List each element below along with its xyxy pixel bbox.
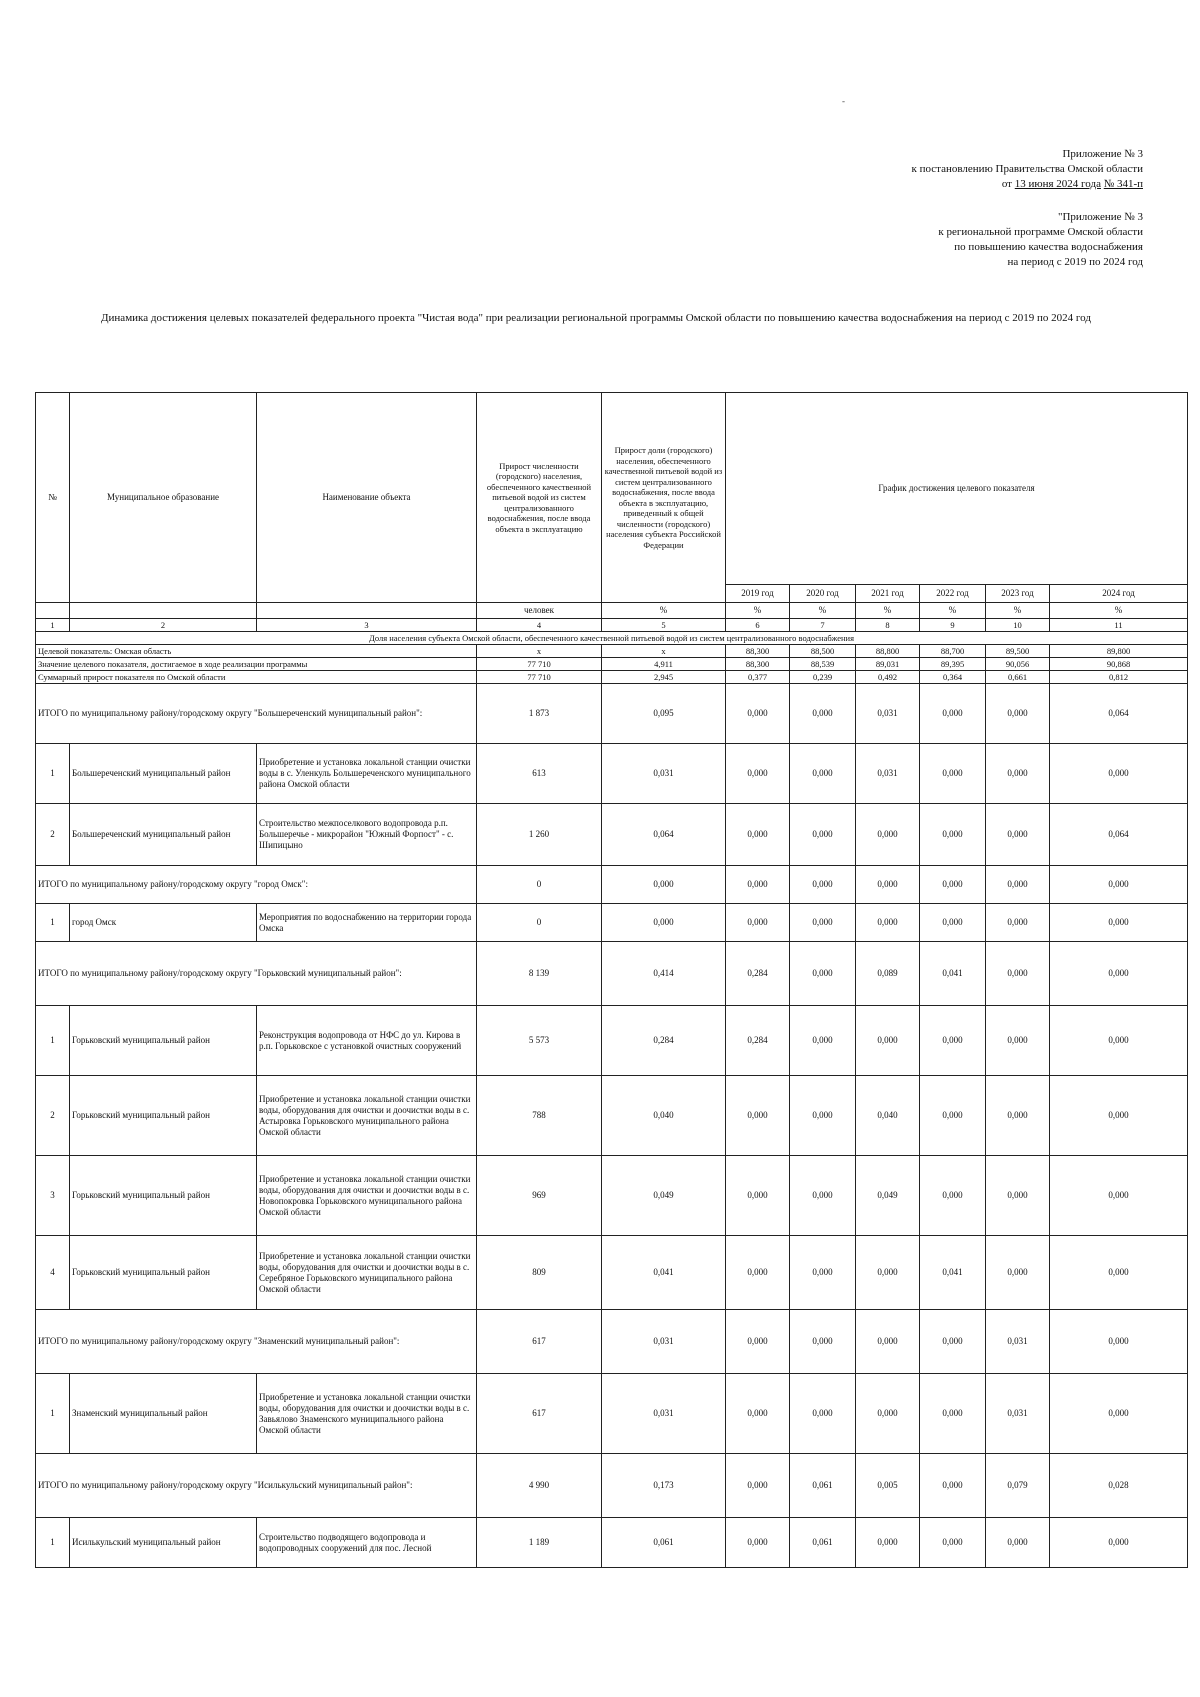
summary-label: Целевой показатель: Омская область (36, 645, 477, 658)
header-object: Наименование объекта (257, 393, 477, 603)
year-value-cell: 0,000 (856, 866, 920, 904)
scan-mark: - (842, 96, 845, 106)
year-value-cell: 0,064 (1050, 804, 1188, 866)
total-row (36, 684, 1188, 744)
object-cell: Приобретение и установка локальной станции очистки воды, оборудования для очистки и доочистки воды в с. Завьялово Знаменского муниципального района Омской области (257, 1374, 477, 1454)
year-value-cell: 0,000 (726, 684, 790, 744)
year-value-cell: 0,000 (986, 1156, 1050, 1236)
program-line-2: к региональной программе Омской области (938, 226, 1143, 238)
share-growth-cell: x (602, 645, 726, 658)
total-row (36, 866, 1188, 904)
pop-growth-cell: 613 (477, 744, 602, 804)
year-value-cell: 0,812 (1050, 671, 1188, 684)
share-growth-cell: 0,041 (602, 1236, 726, 1310)
year-value-cell: 0,284 (726, 1006, 790, 1076)
year-value-cell: 0,000 (920, 1006, 986, 1076)
appendix-number: № 341-п (1103, 178, 1143, 190)
share-growth-cell: 0,173 (602, 1454, 726, 1518)
year-value-cell: 0,061 (790, 1454, 856, 1518)
appendix-date-prefix: от (1001, 178, 1012, 190)
year-value-cell: 0,000 (726, 1076, 790, 1156)
table-row (36, 1236, 1188, 1310)
object-cell: Строительство подводящего водопровода и водопроводных сооружений для пос. Лесной (257, 1518, 477, 1568)
pop-growth-cell: 1 189 (477, 1518, 602, 1568)
year-value-cell: 88,300 (726, 645, 790, 658)
object-cell: Реконструкция водопровода от НФС до ул. Кирова в р.п. Горьковское с установкой очистных сооружений (257, 1006, 477, 1076)
col-number: 9 (920, 619, 986, 632)
municipality-cell: Горьковский муниципальный район (70, 1006, 257, 1076)
total-row (36, 1310, 1188, 1374)
appendix-line-3 (912, 177, 1143, 192)
year-value-cell: 0,000 (986, 1236, 1050, 1310)
year-value-cell: 0,000 (1050, 1156, 1188, 1236)
year-value-cell: 0,000 (856, 804, 920, 866)
year-value-cell: 90,868 (1050, 658, 1188, 671)
pop-growth-cell: 0 (477, 866, 602, 904)
year-value-cell: 0,000 (986, 804, 1050, 866)
year-value-cell: 0,000 (790, 1156, 856, 1236)
share-growth-cell: 0,414 (602, 942, 726, 1006)
column-numbers-row (36, 619, 1188, 632)
municipality-cell: Горьковский муниципальный район (70, 1076, 257, 1156)
year-value-cell: 0,000 (986, 1076, 1050, 1156)
pop-growth-cell: 77 710 (477, 671, 602, 684)
year-value-cell: 0,000 (920, 1310, 986, 1374)
share-growth-cell: 0,000 (602, 904, 726, 942)
year-value-cell: 0,000 (726, 744, 790, 804)
year-value-cell: 0,000 (1050, 866, 1188, 904)
year-value-cell: 0,000 (726, 1454, 790, 1518)
pop-growth-cell: x (477, 645, 602, 658)
share-growth-cell: 0,031 (602, 1374, 726, 1454)
total-label: ИТОГО по муниципальному району/городскому округу "Горьковский муниципальный район": (36, 942, 477, 1006)
summary-label: Суммарный прирост показателя по Омской области (36, 671, 477, 684)
table-row (36, 1156, 1188, 1236)
year-value-cell: 89,500 (986, 645, 1050, 658)
pop-growth-cell: 617 (477, 1310, 602, 1374)
appendix-header (912, 147, 1143, 192)
unit-pct: % (1050, 603, 1188, 619)
document-title: Динамика достижения целевых показателей федерального проекта "Чистая вода" при реализации региональной программы Омской области по повышению качества водоснабжения на период с 2019 по 2024 год (101, 312, 1091, 324)
total-row (36, 942, 1188, 1006)
year-value-cell: 0,000 (856, 1236, 920, 1310)
year-value-cell: 0,031 (986, 1310, 1050, 1374)
year-value-cell: 0,031 (856, 684, 920, 744)
indicators-table (35, 392, 1188, 1568)
year-value-cell: 0,041 (920, 1236, 986, 1310)
year-value-cell: 88,500 (790, 645, 856, 658)
year-value-cell: 0,031 (986, 1374, 1050, 1454)
row-number: 1 (36, 1374, 70, 1454)
table-body (36, 632, 1188, 1568)
year-value-cell: 0,000 (920, 684, 986, 744)
col-number: 11 (1050, 619, 1188, 632)
year-value-cell: 0,000 (920, 1156, 986, 1236)
total-label: ИТОГО по муниципальному району/городскому округу "Знаменский муниципальный район": (36, 1310, 477, 1374)
col-number: 4 (477, 619, 602, 632)
unit-pct: % (856, 603, 920, 619)
header-schedule: График достижения целевого показателя (726, 393, 1188, 585)
year-value-cell: 0,028 (1050, 1454, 1188, 1518)
table-row (36, 1076, 1188, 1156)
year-value-cell: 0,000 (986, 904, 1050, 942)
year-value-cell: 88,800 (856, 645, 920, 658)
object-cell: Строительство межпоселкового водопровода р.п. Большеречье - микрорайон "Южный Форпост" - с. Шипицыно (257, 804, 477, 866)
year-value-cell: 0,000 (1050, 1006, 1188, 1076)
year-value-cell: 0,000 (726, 866, 790, 904)
year-value-cell: 0,000 (790, 1236, 856, 1310)
municipality-cell: Большереченский муниципальный район (70, 804, 257, 866)
year-value-cell: 0,000 (856, 1310, 920, 1374)
share-growth-cell: 4,911 (602, 658, 726, 671)
summary-row (36, 671, 1188, 684)
pop-growth-cell: 1 873 (477, 684, 602, 744)
year-value-cell: 0,000 (920, 804, 986, 866)
header-year: 2023 год (986, 585, 1050, 603)
units-row (36, 603, 1188, 619)
program-appendix-header (938, 210, 1143, 270)
row-number: 1 (36, 744, 70, 804)
year-value-cell: 88,539 (790, 658, 856, 671)
total-label: ИТОГО по муниципальному району/городскому округу "Исилькульский муниципальный район": (36, 1454, 477, 1518)
appendix-line-2: к постановлению Правительства Омской области (911, 163, 1143, 175)
year-value-cell: 0,000 (856, 1374, 920, 1454)
year-value-cell: 0,000 (920, 1374, 986, 1454)
header-year: 2021 год (856, 585, 920, 603)
pop-growth-cell: 788 (477, 1076, 602, 1156)
year-value-cell: 0,000 (986, 684, 1050, 744)
object-cell: Приобретение и установка локальной станции очистки воды, оборудования для очистки и доочистки воды в с. Астыровка Горьковского муниципального района Омской области (257, 1076, 477, 1156)
year-value-cell: 0,000 (790, 1310, 856, 1374)
municipality-cell: город Омск (70, 904, 257, 942)
table-row (36, 1518, 1188, 1568)
col-number: 2 (70, 619, 257, 632)
col-number: 7 (790, 619, 856, 632)
share-growth-cell: 0,000 (602, 866, 726, 904)
year-value-cell: 0,079 (986, 1454, 1050, 1518)
header-year: 2022 год (920, 585, 986, 603)
program-line-4: на период с 2019 по 2024 год (1007, 256, 1143, 268)
year-value-cell: 0,000 (790, 1374, 856, 1454)
year-value-cell: 0,000 (1050, 942, 1188, 1006)
year-value-cell: 0,061 (790, 1518, 856, 1568)
object-cell: Мероприятия по водоснабжению на территории города Омска (257, 904, 477, 942)
year-value-cell: 0,000 (790, 904, 856, 942)
program-line-1: "Приложение № 3 (1057, 211, 1143, 223)
year-value-cell: 0,000 (726, 804, 790, 866)
year-value-cell: 0,661 (986, 671, 1050, 684)
year-value-cell: 0,000 (726, 1518, 790, 1568)
year-value-cell: 0,000 (790, 684, 856, 744)
row-number: 1 (36, 1006, 70, 1076)
year-value-cell: 0,284 (726, 942, 790, 1006)
row-number: 2 (36, 804, 70, 866)
share-growth-cell: 0,031 (602, 1310, 726, 1374)
object-cell: Приобретение и установка локальной станции очистки воды, оборудования для очистки и доочистки воды в с. Серебряное Горьковского муниципального района Омской области (257, 1236, 477, 1310)
year-value-cell: 0,000 (790, 866, 856, 904)
pop-growth-cell: 809 (477, 1236, 602, 1310)
year-value-cell: 0,364 (920, 671, 986, 684)
year-value-cell: 0,031 (856, 744, 920, 804)
pop-growth-cell: 969 (477, 1156, 602, 1236)
year-value-cell: 0,064 (1050, 684, 1188, 744)
unit-pct: % (726, 603, 790, 619)
unit-pct: % (986, 603, 1050, 619)
year-value-cell: 0,377 (726, 671, 790, 684)
year-value-cell: 0,000 (790, 804, 856, 866)
year-value-cell: 0,000 (726, 1310, 790, 1374)
header-year: 2024 год (1050, 585, 1188, 603)
pop-growth-cell: 1 260 (477, 804, 602, 866)
municipality-cell: Горьковский муниципальный район (70, 1236, 257, 1310)
year-value-cell: 0,000 (790, 1006, 856, 1076)
row-number: 2 (36, 1076, 70, 1156)
col-number: 6 (726, 619, 790, 632)
year-value-cell: 0,492 (856, 671, 920, 684)
year-value-cell: 89,031 (856, 658, 920, 671)
year-value-cell: 0,000 (1050, 1076, 1188, 1156)
share-growth-cell: 0,095 (602, 684, 726, 744)
table-row (36, 744, 1188, 804)
year-value-cell: 0,000 (920, 904, 986, 942)
summary-label: Значение целевого показателя, достигаемое в ходе реализации программы (36, 658, 477, 671)
row-number: 1 (36, 1518, 70, 1568)
year-value-cell: 0,000 (920, 1454, 986, 1518)
table-row (36, 904, 1188, 942)
year-value-cell: 88,300 (726, 658, 790, 671)
share-growth-cell: 0,284 (602, 1006, 726, 1076)
table-row (36, 1374, 1188, 1454)
year-value-cell: 89,395 (920, 658, 986, 671)
header-municipality: Муниципальное образование (70, 393, 257, 603)
share-growth-cell: 0,040 (602, 1076, 726, 1156)
program-line-3: по повышению качества водоснабжения (954, 241, 1143, 253)
year-value-cell: 0,000 (726, 904, 790, 942)
table-row (36, 804, 1188, 866)
pop-growth-cell: 0 (477, 904, 602, 942)
year-value-cell: 0,000 (920, 744, 986, 804)
total-row (36, 1454, 1188, 1518)
year-value-cell: 0,005 (856, 1454, 920, 1518)
row-number: 3 (36, 1156, 70, 1236)
year-value-cell: 0,000 (790, 942, 856, 1006)
share-growth-cell: 0,064 (602, 804, 726, 866)
header-pop-growth: Прирост численности (городского) населения, обеспеченного качественной питьевой водой из систем централизованного водоснабжения, после ввода объекта в эксплуатацию (477, 393, 602, 603)
col-number: 10 (986, 619, 1050, 632)
header-year: 2020 год (790, 585, 856, 603)
object-cell: Приобретение и установка локальной станции очистки воды в с. Уленкуль Большереченского муниципального района Омской области (257, 744, 477, 804)
header-no: № (36, 393, 70, 603)
share-growth-cell: 0,031 (602, 744, 726, 804)
year-value-cell: 0,000 (986, 744, 1050, 804)
year-value-cell: 0,000 (1050, 1310, 1188, 1374)
year-value-cell: 0,049 (856, 1156, 920, 1236)
table-row (36, 1006, 1188, 1076)
municipality-cell: Знаменский муниципальный район (70, 1374, 257, 1454)
year-value-cell: 0,000 (1050, 1236, 1188, 1310)
summary-row (36, 645, 1188, 658)
municipality-cell: Исилькульский муниципальный район (70, 1518, 257, 1568)
year-value-cell: 88,700 (920, 645, 986, 658)
year-value-cell: 0,000 (726, 1156, 790, 1236)
year-value-cell: 0,000 (856, 1518, 920, 1568)
unit-pct: % (790, 603, 856, 619)
year-value-cell: 0,000 (726, 1236, 790, 1310)
header-year: 2019 год (726, 585, 790, 603)
municipality-cell: Большереченский муниципальный район (70, 744, 257, 804)
year-value-cell: 0,040 (856, 1076, 920, 1156)
summary-row (36, 658, 1188, 671)
pop-growth-cell: 617 (477, 1374, 602, 1454)
col-number: 3 (257, 619, 477, 632)
year-value-cell: 0,000 (790, 1076, 856, 1156)
year-value-cell: 0,000 (920, 1518, 986, 1568)
unit-pct: % (920, 603, 986, 619)
municipality-cell: Горьковский муниципальный район (70, 1156, 257, 1236)
pop-growth-cell: 77 710 (477, 658, 602, 671)
share-growth-cell: 0,049 (602, 1156, 726, 1236)
year-value-cell: 0,000 (856, 1006, 920, 1076)
year-value-cell: 0,000 (986, 1518, 1050, 1568)
row-number: 1 (36, 904, 70, 942)
col-number: 5 (602, 619, 726, 632)
section-title: Доля населения субъекта Омской области, обеспеченного качественной питьевой водой из систем централизованного водоснабжения (36, 632, 1188, 645)
total-label: ИТОГО по муниципальному району/городскому округу "город Омск": (36, 866, 477, 904)
year-value-cell: 0,000 (790, 744, 856, 804)
year-value-cell: 0,000 (1050, 904, 1188, 942)
total-label: ИТОГО по муниципальному району/городскому округу "Большереченский муниципальный район": (36, 684, 477, 744)
year-value-cell: 0,000 (986, 866, 1050, 904)
year-value-cell: 0,000 (1050, 744, 1188, 804)
year-value-cell: 0,000 (986, 1006, 1050, 1076)
year-value-cell: 0,239 (790, 671, 856, 684)
pop-growth-cell: 8 139 (477, 942, 602, 1006)
section-title-row (36, 632, 1188, 645)
pop-growth-cell: 4 990 (477, 1454, 602, 1518)
year-value-cell: 0,000 (726, 1374, 790, 1454)
year-value-cell: 0,000 (1050, 1374, 1188, 1454)
year-value-cell: 0,041 (920, 942, 986, 1006)
appendix-line-1: Приложение № 3 (1062, 148, 1143, 160)
year-value-cell: 0,000 (920, 866, 986, 904)
year-value-cell: 0,000 (920, 1076, 986, 1156)
unit-people: человек (477, 603, 602, 619)
object-cell: Приобретение и установка локальной станции очистки воды, оборудования для очистки и доочистки воды в с. Новопокровка Горьковского муниципального района Омской области (257, 1156, 477, 1236)
pop-growth-cell: 5 573 (477, 1006, 602, 1076)
year-value-cell: 0,000 (1050, 1518, 1188, 1568)
year-value-cell: 0,000 (856, 904, 920, 942)
col-number: 1 (36, 619, 70, 632)
year-value-cell: 0,000 (986, 942, 1050, 1006)
col-number: 8 (856, 619, 920, 632)
unit-pct: % (602, 603, 726, 619)
year-value-cell: 0,089 (856, 942, 920, 1006)
header-share-growth: Прирост доли (городского) населения, обеспеченного качественной питьевой водой из систем централизованного водоснабжения, после ввода объекта в эксплуатацию, приведенный к общей численности (городского) населения субъекта Российской Федерации (602, 393, 726, 603)
year-value-cell: 90,056 (986, 658, 1050, 671)
share-growth-cell: 2,945 (602, 671, 726, 684)
row-number: 4 (36, 1236, 70, 1310)
share-growth-cell: 0,061 (602, 1518, 726, 1568)
appendix-date: 13 июня 2024 года (1014, 178, 1101, 190)
year-value-cell: 89,800 (1050, 645, 1188, 658)
